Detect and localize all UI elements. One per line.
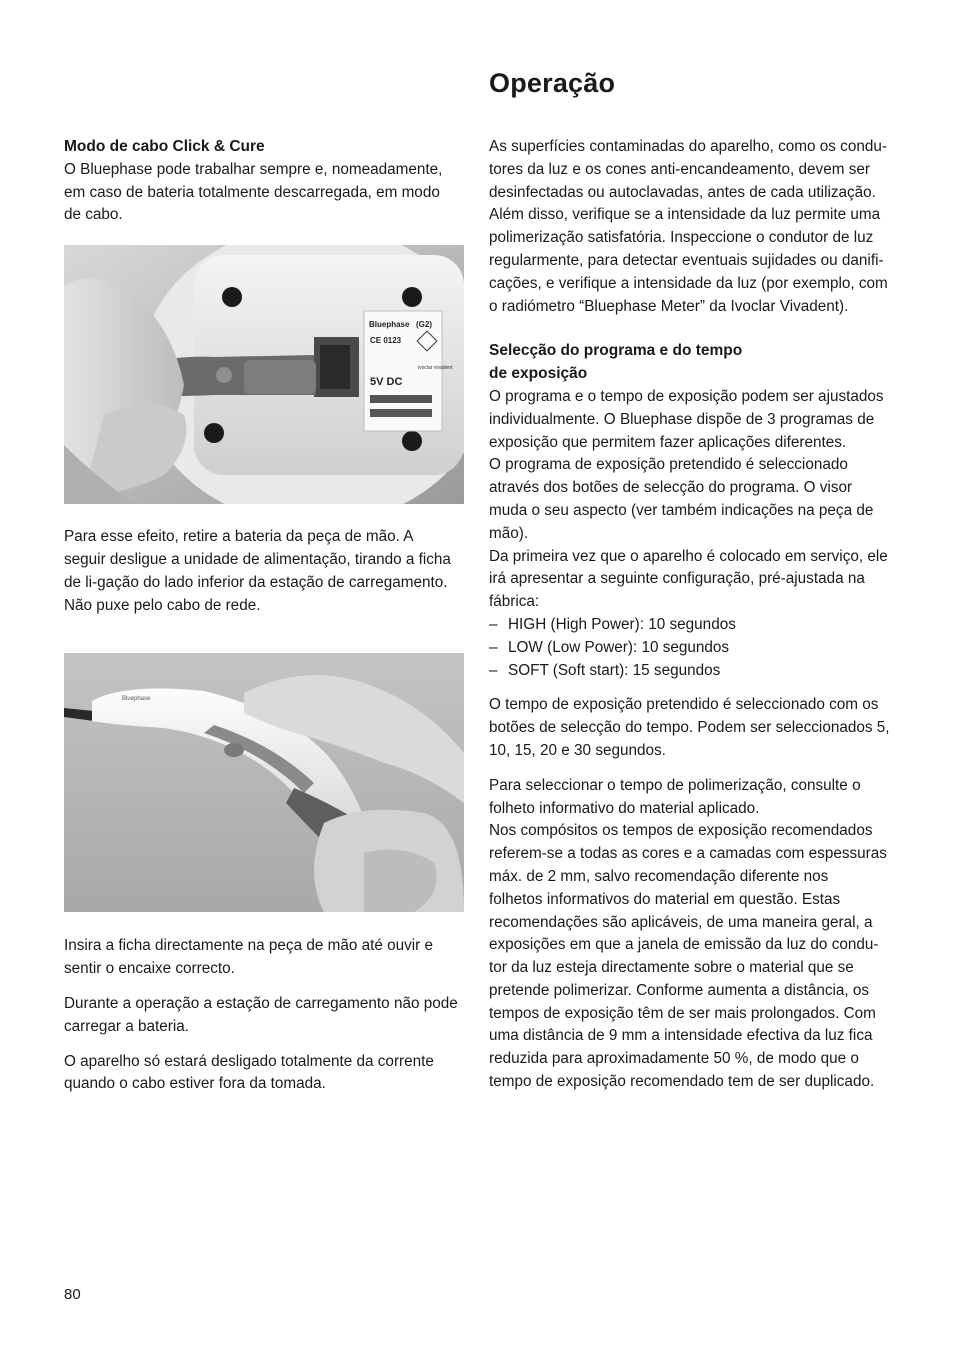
remove-battery-paragraph [64, 526, 466, 617]
section-heading-program [489, 340, 891, 386]
text-line: através dos botões de selecção do programa. O visor [489, 479, 853, 497]
page-title: Operação [489, 68, 616, 98]
list-item: – LOW (Low Power): 10 segundos [489, 638, 730, 656]
right-column [489, 136, 891, 1094]
text-line: Nos compósitos os tempos de exposição recomendados [489, 822, 873, 840]
text-line: individualmente. O Bluephase dispõe de 3 programas de [489, 410, 875, 428]
text-line: quando o cabo estiver fora da tomada. [64, 1075, 326, 1093]
photo-handpiece-cable [64, 653, 464, 912]
text-line: pretende polimerizar. Conforme aumenta a distância, os [489, 981, 870, 999]
text-line: Insira a ficha directamente na peça de mão até ouvir e [64, 937, 434, 955]
text-line: folhetos informativos do material em questão. Estas [489, 890, 841, 908]
text-line: de li-gação do lado inferior da estação de carregamento. [64, 573, 448, 591]
heading-line: Selecção do programa e do tempo [489, 342, 743, 360]
text-line: tempo de exposição recomendado tem de ser duplicado. [489, 1073, 875, 1091]
text-line: exposições em que a janela de emissão da luz do condu- [489, 936, 879, 954]
text-line: O programa de exposição pretendido é seleccionado [489, 456, 848, 474]
text-line: folheto informativo do material aplicado. [489, 799, 760, 817]
text-line: seguir desligue a unidade de alimentação, tirando a ficha [64, 550, 451, 568]
text-line: Da primeira vez que o aparelho é colocado em serviço, ele [489, 547, 888, 565]
charging-paragraph [64, 993, 466, 1039]
text-line: O tempo de exposição pretendido é seleccionado com os [489, 696, 879, 714]
text-line: carregar a bateria. [64, 1017, 189, 1035]
text-line: Para seleccionar o tempo de polimerização, consulte o [489, 776, 861, 794]
text-line: desinfectadas ou autoclavadas, antes de cada utilização. [489, 183, 876, 201]
text-line: tor da luz esteja directamente sobre o material que se [489, 959, 854, 977]
photo-charging-station [64, 245, 464, 504]
label-maker: ivoclar vivadent [418, 365, 453, 372]
text-line: tores da luz e os cones anti-encandeamento, devem ser [489, 160, 870, 178]
text-line: reduzida para aproximadamente 50 %, de modo que o [489, 1050, 859, 1068]
text-line: irá apresentar a seguinte configuração, pré-ajustada na [489, 570, 865, 588]
text-line: O aparelho só estará desligado totalmente da corrente [64, 1052, 434, 1070]
text-line: O programa e o tempo de exposição podem ser ajustados [489, 387, 884, 405]
text-line: exposição que permitem fazer aplicações diferentes. [489, 433, 847, 451]
exposure-time-paragraph [489, 694, 891, 762]
label-voltage: 5V DC [370, 376, 403, 389]
intro-paragraph [64, 159, 466, 227]
page-number: 80 [64, 1286, 81, 1303]
text-line: sentir o encaixe correcto. [64, 960, 235, 978]
disconnect-paragraph [64, 1051, 466, 1097]
disinfection-paragraph [489, 136, 891, 318]
list-item: – HIGH (High Power): 10 segundos [489, 615, 736, 633]
text-line: máx. de 2 mm, salvo recomendação diferente nos [489, 867, 829, 885]
text-line: fábrica: [489, 593, 540, 611]
text-line: As superfícies contaminadas do aparelho, como os condu- [489, 138, 887, 155]
text-line: Durante a operação a estação de carregamento não pode [64, 994, 458, 1012]
text-line: regularmente, para detectar eventuais sujidades ou danifi- [489, 251, 884, 269]
text-line: tempos de exposição têm de ser mais prolongados. Com [489, 1004, 876, 1022]
heading-line: de exposição [489, 365, 588, 383]
text-line: mão). [489, 524, 529, 542]
text-line: referem-se a todas as cores e a camadas com espessuras [489, 845, 887, 863]
text-line: 10, 15, 20 e 30 segundos. [489, 741, 666, 759]
text-line: Para esse efeito, retire a bateria da peça de mão. A [64, 528, 414, 546]
text-line: Além disso, verifique se a intensidade da luz permite uma [489, 206, 881, 224]
label-ce: CE 0123 [370, 336, 402, 346]
section-heading-click-cure: Modo de cabo Click & Cure [64, 138, 265, 155]
text-line: de cabo. [64, 206, 123, 224]
text-line: polimerização satisfatória. Inspeccione o condutor de luz [489, 229, 874, 247]
list-item: – SOFT (Soft start): 15 segundos [489, 661, 721, 679]
text-line: em caso de bateria totalmente descarregada, em modo [64, 183, 440, 201]
text-line: O Bluephase pode trabalhar sempre e, nomeadamente, [64, 160, 443, 178]
text-line: Não puxe pelo cabo de rede. [64, 596, 261, 614]
text-line: cações, e verifique a intensidade da luz (por exemplo, com [489, 274, 888, 292]
text-line: o radiómetro “Bluephase Meter” da Ivoclar Vivadent). [489, 297, 849, 315]
default-program-list [489, 614, 891, 682]
text-line: recomendações são aplicáveis, de uma maneira geral, a [489, 913, 873, 931]
left-column [64, 136, 466, 1096]
device-brand: Bluephase [122, 696, 151, 703]
text-line: uma distância de 9 mm a intensidade efectiva da luz fica [489, 1027, 873, 1045]
program-paragraph [489, 386, 891, 614]
insert-plug-paragraph [64, 935, 466, 981]
label-brand: Bluephase [369, 320, 410, 330]
text-line: muda o seu aspecto (ver também indicações na peça de [489, 501, 874, 519]
polymerization-paragraph [489, 775, 891, 1094]
text-line: botões de selecção do tempo. Podem ser seleccionados 5, [489, 719, 890, 737]
label-model: (G2) [416, 320, 432, 330]
